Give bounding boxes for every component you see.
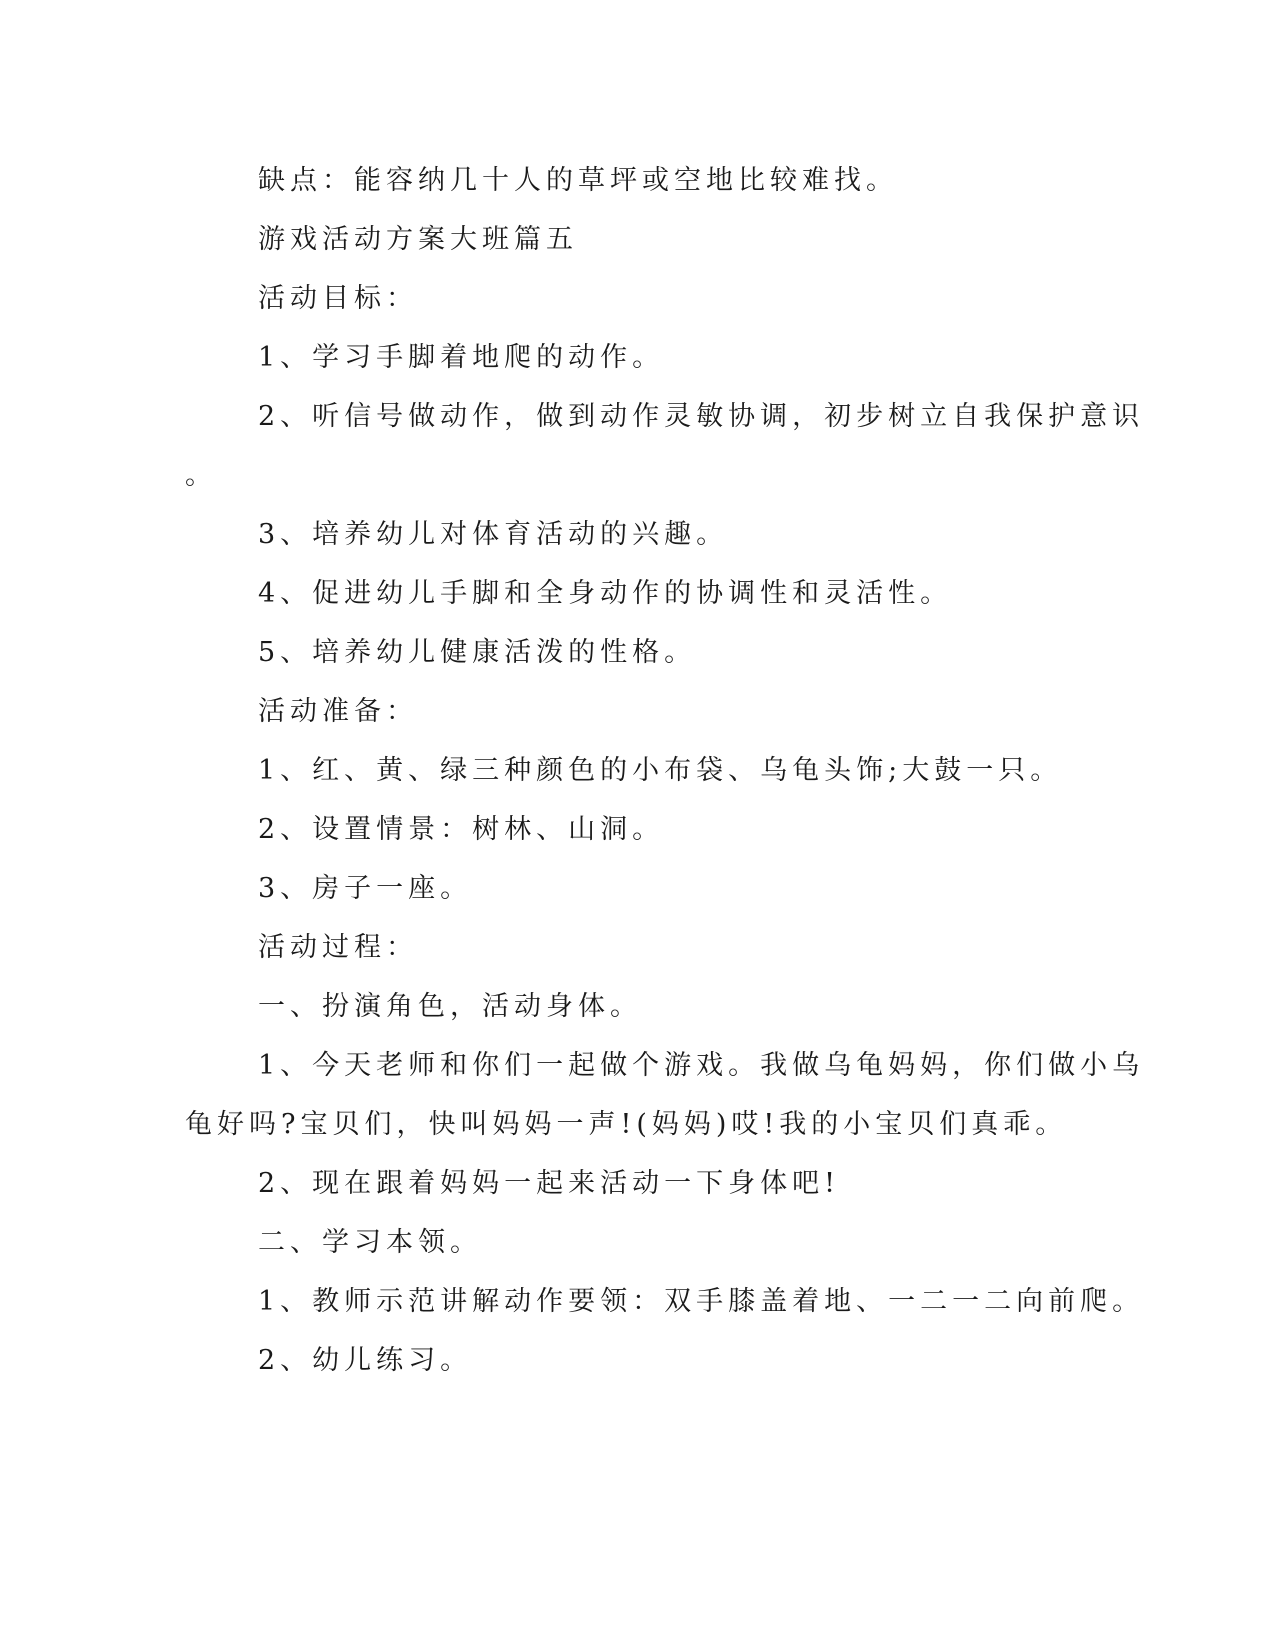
list-item: 3、房子一座。 — [258, 873, 473, 904]
list-item: 2、听信号做动作，做到动作灵敏协调，初步树立自我保护意识 — [258, 401, 1145, 432]
list-item: 1、学习手脚着地爬的动作。 — [258, 342, 665, 373]
text-line-continuation: 龟好吗?宝贝们，快叫妈妈一声!(妈妈)哎!我的小宝贝们真乖。 — [185, 1109, 1068, 1140]
subsection-heading: 二、学习本领。 — [258, 1227, 482, 1258]
list-item: 1、红、黄、绿三种颜色的小布袋、乌龟头饰;大鼓一只。 — [258, 755, 1063, 786]
list-item: 2、设置情景：树林、山洞。 — [258, 814, 665, 845]
section-heading: 活动准备： — [258, 696, 418, 727]
section-title: 游戏活动方案大班篇五 — [258, 224, 578, 255]
text-line-continuation: 。 — [185, 460, 217, 491]
list-item: 1、教师示范讲解动作要领：双手膝盖着地、一二一二向前爬。 — [258, 1286, 1145, 1317]
list-item: 2、现在跟着妈妈一起来活动一下身体吧! — [258, 1168, 841, 1199]
text-line: 缺点：能容纳几十人的草坪或空地比较难找。 — [258, 165, 898, 196]
section-heading: 活动目标： — [258, 283, 418, 314]
section-heading: 活动过程： — [258, 932, 418, 963]
list-item: 4、促进幼儿手脚和全身动作的协调性和灵活性。 — [258, 578, 953, 609]
list-item: 5、培养幼儿健康活泼的性格。 — [258, 637, 697, 668]
list-item: 2、幼儿练习。 — [258, 1345, 473, 1376]
subsection-heading: 一、扮演角色，活动身体。 — [258, 991, 642, 1022]
list-item: 3、培养幼儿对体育活动的兴趣。 — [258, 519, 729, 550]
list-item: 1、今天老师和你们一起做个游戏。我做乌龟妈妈，你们做小乌 — [258, 1050, 1145, 1081]
